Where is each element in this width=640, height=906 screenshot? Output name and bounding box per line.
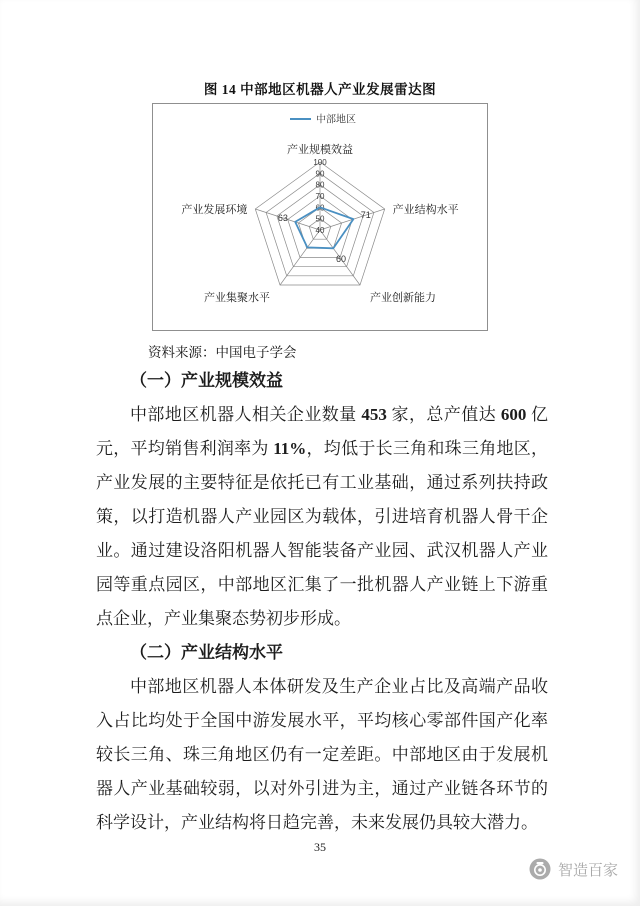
svg-text:40: 40 — [315, 226, 325, 235]
inline-number: 11% — [273, 439, 307, 458]
svg-text:70: 70 — [315, 192, 325, 201]
svg-text:71: 71 — [360, 210, 371, 221]
inline-number: 453 — [361, 405, 387, 424]
svg-text:50: 50 — [315, 214, 325, 224]
svg-text:产业集聚水平: 产业集聚水平 — [204, 292, 271, 305]
watermark — [529, 858, 618, 880]
zhizao-baijia-logo-icon — [529, 858, 551, 880]
svg-text:100: 100 — [313, 158, 327, 167]
inline-text: ，均低于长三角和珠三角地区，产业发展的主要特征是依托已有工业基础，通过系列扶持政策，以打造机器人产业园区为载体，引进培育机器人骨干企业。通过建设洛阳机器人智能装备产业园、武汉机器人产业园等重点园区，中部地区汇集了一批机器人产业链上下游重点企业，产业集聚态势初步形成。 — [96, 439, 549, 628]
svg-text:80: 80 — [315, 180, 325, 190]
body-text — [96, 364, 548, 840]
figure-title: 图 14 中部地区机器人产业发展雷达图 — [203, 82, 437, 97]
svg-text:中部地区: 中部地区 — [316, 114, 356, 126]
inline-number: 600 — [500, 405, 527, 424]
page-number: 35 — [314, 840, 326, 854]
inline-text: 亿元，平均销售利润率为 — [96, 405, 549, 458]
svg-text:60: 60 — [335, 253, 346, 264]
watermark-text: 智造百家 — [557, 861, 618, 879]
svg-text:90: 90 — [315, 169, 325, 179]
radar-chart-frame — [152, 103, 488, 331]
inline-text: 中部地区机器人相关企业数量 — [130, 405, 362, 424]
inline-text: 中部地区机器人本体研发及生产企业占比及高端产品收入占比均处于全国中游发展水平，平均核心零部件国产化率较长三角、珠三角地区仍有一定差距。中部地区由于发展机器人产业基础较弱，以对外引进为主，通过产业链各环节的科学设计，产业结构将日趋完善，未来发展仍具较大潜力。 — [96, 677, 548, 832]
paragraph-1 — [96, 398, 548, 636]
radar-chart — [153, 104, 487, 330]
paragraph-2 — [96, 670, 548, 840]
svg-text:63: 63 — [277, 212, 288, 223]
source-note: 资料来源：中国电子学会 — [148, 345, 297, 360]
svg-text:60: 60 — [315, 203, 325, 213]
svg-text:产业规模效益: 产业规模效益 — [287, 144, 353, 156]
inline-text: 家，总产值达 — [386, 405, 501, 424]
section-heading-1: （一）产业规模效益 — [130, 371, 283, 390]
svg-text:产业创新能力: 产业创新能力 — [369, 292, 436, 305]
section-heading-2: （二）产业结构水平 — [130, 643, 283, 662]
svg-text:产业发展环境: 产业发展环境 — [181, 203, 248, 216]
svg-text:产业结构水平: 产业结构水平 — [392, 203, 459, 216]
